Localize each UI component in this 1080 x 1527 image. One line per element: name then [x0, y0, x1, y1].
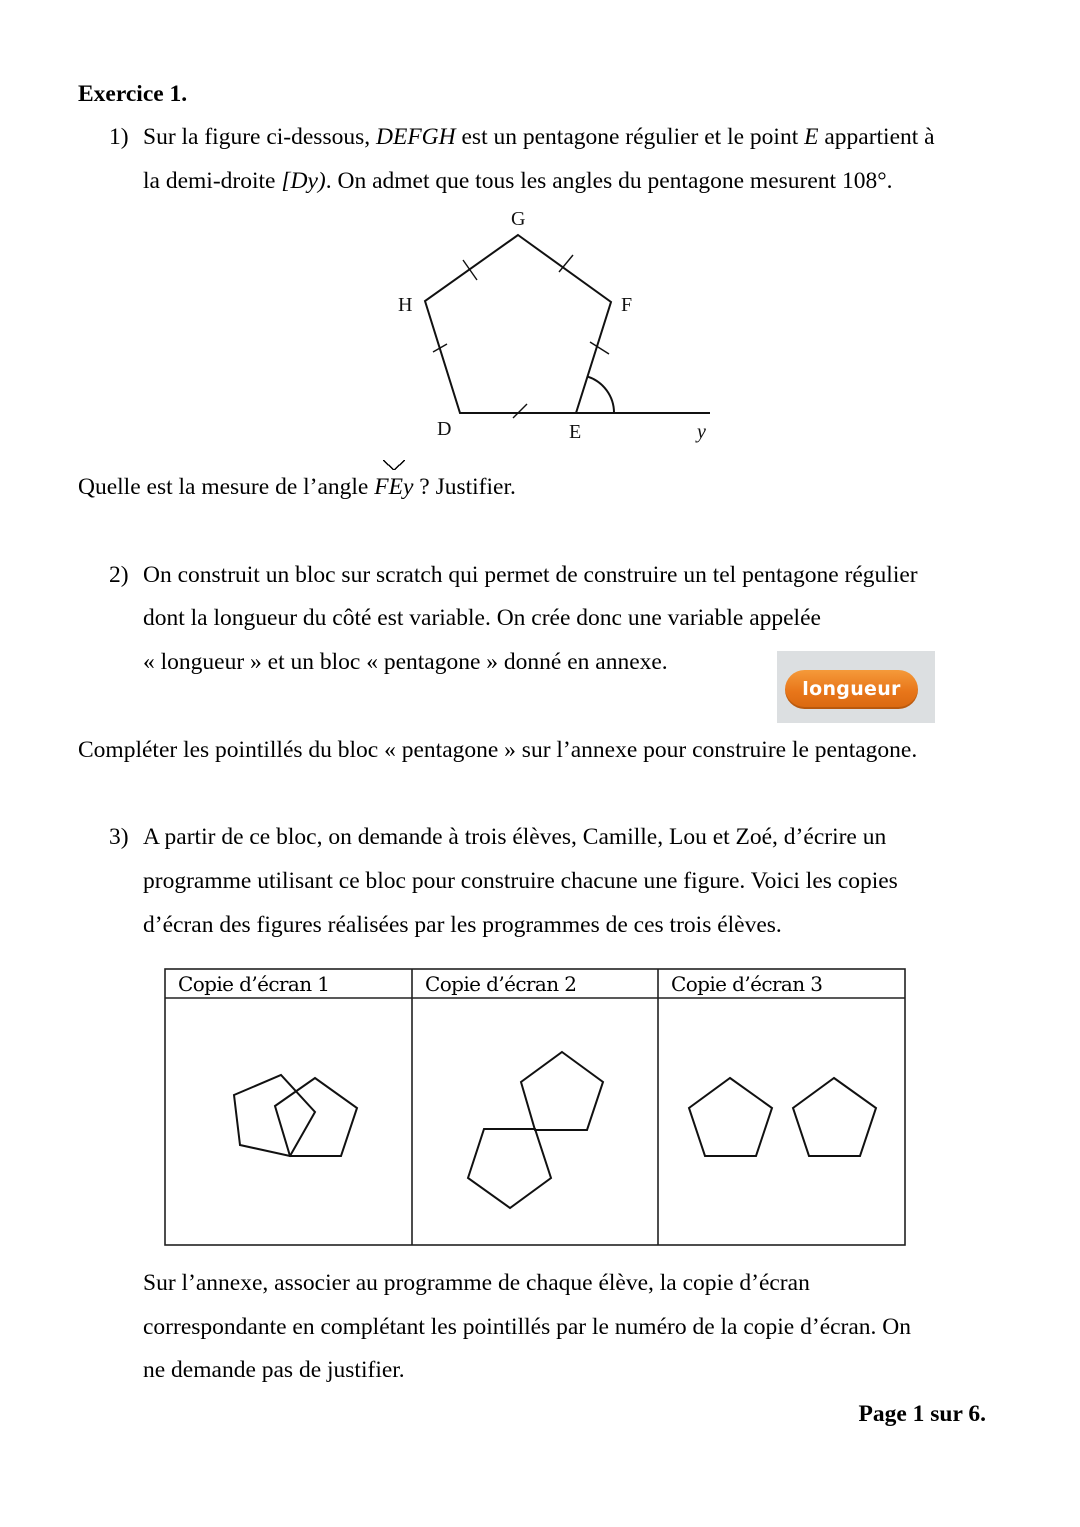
q1-number: 1) [109, 124, 129, 150]
screenshots-table [165, 969, 905, 1245]
label-d: D [437, 418, 452, 440]
label-f: F [621, 294, 633, 316]
table-header-screen2: Copie d’écran 2 [425, 972, 577, 996]
q1-line1-it1: DEFGH [376, 124, 456, 150]
screen2-pentagon-bottom [468, 1129, 551, 1208]
screen3-pentagon-left [689, 1078, 772, 1156]
table-header-screen1: Copie d’écran 1 [178, 972, 330, 996]
q2-number: 2) [109, 562, 129, 588]
q1-line2 [143, 167, 892, 195]
q1-line1 [143, 123, 935, 151]
exercise-title: Exercice 1. [78, 81, 188, 107]
label-y: y [697, 421, 706, 443]
q2-instruction: Compléter les pointillés du bloc « pentagone » sur l’annexe pour construire le pentagone. [78, 737, 918, 763]
q3-number: 3) [109, 824, 129, 850]
label-h: H [398, 294, 413, 316]
page-number: Page 1 sur 6. [858, 1401, 986, 1427]
pentagon-defgh [425, 235, 611, 413]
q3-after3: ne demande pas de justifier. [143, 1357, 405, 1383]
q1-question-a: Quelle est la mesure de l’angle [78, 474, 375, 500]
q2-line1: On construit un bloc sur scratch qui permet de construire un tel pentagone régulier [143, 562, 918, 588]
angle-arc-fey [588, 377, 615, 413]
q3-after1: Sur l’annexe, associer au programme de chaque élève, la copie d’écran [143, 1270, 810, 1296]
q1-question-b: ? Justifier. [413, 474, 516, 500]
q1-line2-b: . On admet que tous les angles du pentagone mesurent 108°. [325, 168, 893, 194]
equal-side-ticks [433, 255, 609, 418]
q2-line2: dont la longueur du côté est variable. On crée donc une variable appelée [143, 605, 821, 631]
screen1-pentagon-b [275, 1078, 357, 1156]
label-g: G [511, 208, 526, 230]
q1-line2-it: [Dy) [281, 168, 326, 194]
q3-line3: d’écran des figures réalisées par les programmes de ces trois élèves. [143, 912, 782, 938]
q1-question [78, 473, 516, 501]
table-header-screen3: Copie d’écran 3 [671, 972, 823, 996]
q2-line3: « longueur » et un bloc « pentagone » donné en annexe. [143, 649, 668, 675]
screen2-pentagon-top [521, 1052, 603, 1130]
angle-fey: FEy [374, 474, 414, 500]
q3-line1: A partir de ce bloc, on demande à trois élèves, Camille, Lou et Zoé, d’écrire un [143, 824, 887, 850]
q1-line1-c: appartient à [818, 124, 935, 150]
q3-after2: correspondante en complétant les pointillés par le numéro de la copie d’écran. On [143, 1314, 912, 1340]
screen3-pentagon-right [793, 1078, 876, 1156]
scratch-variable-image [777, 651, 935, 723]
scratch-variable-longueur: longueur [785, 670, 918, 709]
q1-line2-a: la demi-droite [143, 168, 282, 194]
screen1-pentagon-a [234, 1075, 315, 1156]
label-e: E [569, 421, 582, 443]
q1-line1-it2: E [804, 124, 819, 150]
q1-line1-b: est un pentagone régulier et le point [455, 124, 805, 150]
q1-line1-a: Sur la figure ci-dessous, [143, 124, 376, 150]
q3-line2: programme utilisant ce bloc pour construire chacune une figure. Voici les copies [143, 868, 898, 894]
